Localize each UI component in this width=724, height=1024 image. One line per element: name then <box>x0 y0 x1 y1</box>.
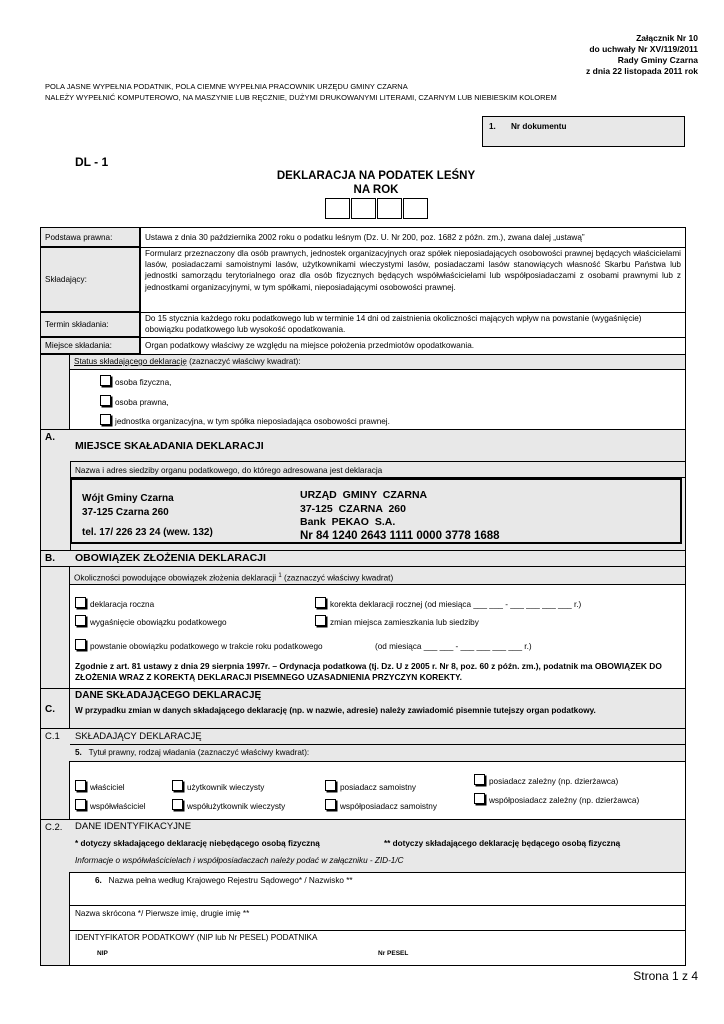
section-c-letter: C. <box>45 704 55 715</box>
attachment-line-2: do uchwały Nr XV/119/2011 <box>589 44 698 54</box>
doc-number-label: Nr dokumentu <box>511 122 567 131</box>
form-title-line-1: DEKLARACJA NA PODATEK LEŚNY <box>276 170 476 182</box>
instructions-note <box>45 81 557 103</box>
year-digit-1[interactable] <box>325 198 350 219</box>
attachment-line-3: Rady Gminy Czarna <box>617 55 698 65</box>
office-address-caps: 37-125 CZARNA 260 <box>300 502 406 515</box>
attachment-line-1: Załącznik Nr 10 <box>636 33 698 43</box>
status-option-1[interactable] <box>100 375 171 388</box>
note-natural-person: ** dotyczy składającego deklarację będącego osobą fizyczną <box>384 839 621 848</box>
section-c-title-text: DANE SKŁADAJĄCEGO DEKLARACJĘ <box>75 690 262 701</box>
office-address: 37-125 Czarna 260 <box>82 507 169 518</box>
form-code: DL - 1 <box>75 155 109 169</box>
bank-name: Bank PEKAO S.A. <box>300 516 396 528</box>
legal-title-field <box>75 747 309 758</box>
field-6-text: Nazwa pełna według Krajowego Rejestru Sądowego* / Nazwisko ** <box>108 876 353 885</box>
opt-independent-holder-label: posiadacz samoistny <box>340 783 416 792</box>
year-digit-4[interactable] <box>403 198 428 219</box>
opt-perpetual-user[interactable] <box>172 780 264 793</box>
field-5-label: Tytuł prawny, rodzaj władania (zaznaczyć właściwy kwadrat): <box>88 748 310 757</box>
status-option-2[interactable] <box>100 395 169 408</box>
section-c2-title: DANE IDENTYFIKACYJNE <box>75 821 192 832</box>
status-label: Status składającego deklarację <box>74 357 187 366</box>
checkbox-icon[interactable] <box>75 615 86 626</box>
checkbox-icon[interactable] <box>75 799 86 810</box>
legal-basis-label: Podstawa prawna: <box>45 233 113 242</box>
opt-co-independent-holder[interactable] <box>325 799 437 812</box>
attachment-header <box>586 33 698 77</box>
office-name-caps: URZĄD GMINY CZARNA <box>300 489 428 501</box>
checkbox-icon[interactable] <box>315 597 326 608</box>
status-question <box>74 356 301 367</box>
checkbox-icon[interactable] <box>474 793 485 804</box>
obligation-field-label <box>74 571 393 584</box>
year-digit-2[interactable] <box>351 198 376 219</box>
office-phone: tel. 17/ 226 23 24 (wew. 132) <box>82 527 213 538</box>
checkbox-icon[interactable] <box>474 774 485 785</box>
section-b-title: OBOWIĄZEK ZŁOŻENIA DEKLARACJI <box>75 552 266 564</box>
footnote-ref: 1 <box>278 573 282 579</box>
status-option-2-label: osoba prawna, <box>115 398 169 407</box>
opt-co-perpetual-user-label: współużytkownik wieczysty <box>187 802 286 811</box>
tax-office-field-label: Nazwa i adres siedziby organu podatkowego, do którego adresowana jest deklaracja <box>75 466 383 475</box>
deadline-text: Do 15 stycznia każdego roku podatkowego lub w terminie 14 dni od zaistnienia okoliczności mających wpływ na powstanie (wygaśnięcie) obowiązku podatkowego lub wysokość opodatkowania. <box>145 314 642 335</box>
instruction-line-1: POLA JASNE WYPEŁNIA PODATNIK, POLA CIEMNE WYPEŁNIA PRACOWNIK URZĘDU GMINY CZARNA <box>45 82 408 91</box>
section-b-letter: B. <box>45 553 55 564</box>
status-option-3-label: jednostka organizacyjna, w tym spółka nieposiadająca osobowości prawnej. <box>115 417 390 426</box>
opt-co-dependent-holder[interactable] <box>474 793 639 806</box>
option-arising-label: powstanie obowiązku podatkowego w trakcie roku podatkowego <box>90 642 323 651</box>
section-a-title: MIEJSCE SKAŁADANIA DEKLARACJI <box>75 440 264 452</box>
document-number-box <box>482 116 685 147</box>
checkbox-icon[interactable] <box>325 780 336 791</box>
opt-co-owner[interactable] <box>75 799 146 812</box>
instruction-line-2: NALEŻY WYPEŁNIĆ KOMPUTEROWO, NA MASZYNIE LUB RĘCZNIE, DUŻYMI DRUKOWANYMI LITERAMI, CZARNYM LUB NIEBIESKIM KOLOREM <box>45 93 557 102</box>
legal-basis-text: Ustawa z dnia 30 października 2002 roku o podatku leśnym (Dz. U. Nr 200, poz. 1682 z późn. zm.), zwana dalej „ustawą” <box>145 233 585 242</box>
checkbox-icon[interactable] <box>75 597 86 608</box>
opt-dependent-holder-label: posiadacz zależny (np. dzierżawca) <box>489 777 619 786</box>
opt-perpetual-user-label: użytkownik wieczysty <box>187 783 265 792</box>
option-address-change[interactable] <box>315 615 479 628</box>
opt-co-dependent-holder-label: współposiadacz zależny (np. dzierżawca) <box>489 796 640 805</box>
doc-number-index: 1. <box>489 122 496 131</box>
place-label: Miejsce składania: <box>45 341 112 350</box>
note-attachment: Informacje o współwłaścicielach i współposiadaczach należy podać w załączniku - ZID-1/C <box>75 856 404 865</box>
tax-office-left <box>82 492 213 540</box>
checkbox-icon[interactable] <box>100 414 111 425</box>
opt-co-independent-holder-label: współposiadacz samoistny <box>340 802 437 811</box>
field-6-label[interactable] <box>95 875 353 886</box>
correction-note: Zgodnie z art. 81 ustawy z dnia 29 sierpnia 1997r. – Ordynacja podatkowa (tj. Dz. U z 2005 r. Nr 8, poz. 60 z późn. zm.), podatnik ma OBOWIĄZEK DO ZŁOŻENIA WRAZ Z KOREKTĄ DEKLARACJI PISEMNEGO UZASADNIENIA PRZYCZYN KOREKTY. <box>75 661 662 683</box>
option-expiry[interactable] <box>75 615 227 628</box>
checkbox-icon[interactable] <box>315 615 326 626</box>
section-c2-num: C.2. <box>45 822 63 833</box>
option-arising[interactable] <box>75 639 323 652</box>
status-option-1-label: osoba fizyczna, <box>115 378 172 387</box>
section-c-title <box>75 690 261 701</box>
opt-owner-label: właściciel <box>90 783 125 792</box>
opt-co-owner-label: współwłaściciel <box>90 802 146 811</box>
obligation-hint: (zaznaczyć właściwy kwadrat) <box>281 573 394 583</box>
section-c-subtitle: W przypadku zmian w danych składającego deklarację (np. w nazwie, adresie) należy zawiadomić pisemnie tutejszy organ podatkowy. <box>75 706 596 715</box>
year-digit-3[interactable] <box>377 198 402 219</box>
section-c1-title: SKŁADAJĄCY DEKLARACJĘ <box>75 731 202 742</box>
opt-independent-holder[interactable] <box>325 780 416 793</box>
option-annual[interactable] <box>75 597 154 610</box>
checkbox-icon[interactable] <box>100 395 111 406</box>
attachment-line-4: z dnia 22 listopada 2011 rok <box>586 66 698 76</box>
form-title <box>0 169 724 197</box>
option-correction-label: korekta deklaracji rocznej (od miesiąca ___ ___ - ___ ___ ___ ___ r.) <box>330 600 582 609</box>
submitter-text: Formularz przeznaczony dla osób prawnych, jednostek organizacyjnych oraz spółek nieposiadających osobowości prawnej będących właścicielami lasów, posiadaczami samoistnymi lasów, użytkownikami wieczystymi lasów, posiadaczami lasów stanowiących własność Skarbu Państwa lub jednostki samorządu terytorialnego oraz dla osób fizycznych będących współwłaścicielami lub współposiadaczami z osobami prawnymi lub z jednostkami organizacyjnymi, w tym spółkami, nieposiadającymi osobowości prawnej. <box>145 249 681 292</box>
bank-account: Nr 84 1240 2643 1111 0000 3778 1688 <box>300 529 500 542</box>
option-address-change-label: zmian miejsca zamieszkania lub siedziby <box>330 618 479 627</box>
opt-dependent-holder[interactable] <box>474 774 618 787</box>
nip-label: NIP <box>97 950 108 957</box>
option-annual-label: deklaracja roczna <box>90 600 155 609</box>
section-c1-num: C.1 <box>45 731 60 742</box>
submitter-label: Składający: <box>45 275 87 284</box>
checkbox-icon[interactable] <box>172 780 183 791</box>
opt-co-perpetual-user[interactable] <box>172 799 285 812</box>
pesel-label: Nr PESEL <box>378 950 409 957</box>
form-title-line-2: NA ROK <box>353 184 399 196</box>
obligation-label: Okoliczności powodujące obowiązek złożenia deklaracji <box>74 573 277 583</box>
field-5-num: 5. <box>75 748 82 757</box>
checkbox-icon[interactable] <box>100 375 111 386</box>
option-expiry-label: wygaśnięcie obowiązku podatkowego <box>90 618 227 627</box>
place-text: Organ podatkowy właściwy ze względu na miejsce położenia przedmiotów opodatkowania. <box>145 341 475 350</box>
page-footer: Strona 1 z 4 <box>633 969 698 983</box>
field-7-label[interactable]: Nazwa skrócona */ Pierwsze imię, drugie imię ** <box>75 909 250 918</box>
deadline-label: Termin składania: <box>45 320 109 329</box>
opt-owner[interactable] <box>75 780 125 793</box>
status-hint: (zaznaczyć właściwy kwadrat): <box>186 357 301 366</box>
note-legal-entity: * dotyczy składającego deklarację niebędącego osobą fizyczną <box>75 839 320 848</box>
checkbox-icon[interactable] <box>325 799 336 810</box>
section-a-letter: A. <box>45 432 55 443</box>
checkbox-icon[interactable] <box>75 639 86 650</box>
tax-office-right <box>300 489 500 543</box>
field-6-num: 6. <box>95 876 102 885</box>
option-correction[interactable] <box>315 597 581 610</box>
checkbox-icon[interactable] <box>75 780 86 791</box>
field-8-label[interactable]: IDENTYFIKATOR PODATKOWY (NIP lub Nr PESEL) PODATNIKA <box>75 933 318 942</box>
office-name: Wójt Gminy Czarna <box>82 493 174 504</box>
status-option-3[interactable] <box>100 414 390 427</box>
checkbox-icon[interactable] <box>172 799 183 810</box>
option-arising-month: (od miesiąca ___ ___ - ___ ___ ___ ___ r.) <box>375 642 532 651</box>
